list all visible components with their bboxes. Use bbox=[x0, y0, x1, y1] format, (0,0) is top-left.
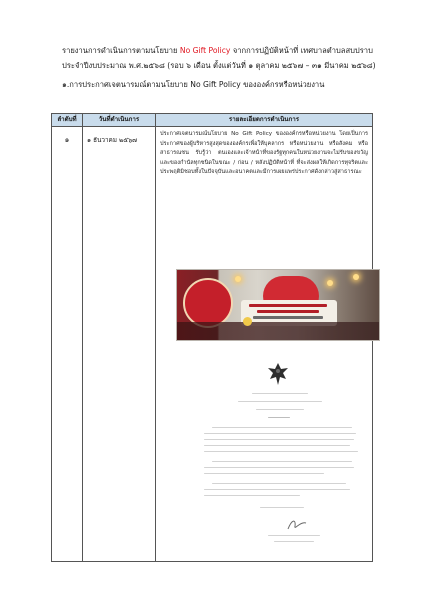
no-gift-poster-image bbox=[176, 269, 380, 341]
scanned-announcement-image bbox=[194, 361, 364, 547]
header-detail: รายละเอียดการดำเนินการ bbox=[156, 114, 373, 127]
heading-prefix: รายงานการดำเนินการตามนโยบาย bbox=[62, 46, 180, 55]
header-no: ลำดับที่ bbox=[52, 114, 83, 127]
row-detail-text: ประกาศเจตนารมณ์นโยบาย No Gift Policy ขององค์กรหรือหน่วยงาน โดยเป็นการประกาศของผู้บริหารสูงสุดขององค์กรเพื่อให้บุคลากร หรือหน่วยงาน หรือสังคม หรือสาธารณชน รับรู้ว่า ตนเองและเจ้าหน้าที่ของรัฐทุกคนในหน่วยงานจะไม่รับของขวัญและของกำนัลทุกชนิดในขณะ / ก่อน / หลังปฏิบัติหน้าที่ ที่จะส่งผลให้เกิดการทุจริตและประพฤติมิชอบทั้งในปัจจุบันและอนาคตและมีการเผยแพร่ประกาศดังกล่าวสู่สาธารณะ bbox=[160, 131, 368, 176]
table-row bbox=[52, 127, 373, 562]
section-subheading: ๑.การประกาศเจตนารมณ์ตามนโยบาย No Gift Policy ขององค์กรหรือหน่วยงาน bbox=[62, 80, 325, 89]
signature-icon bbox=[286, 517, 308, 533]
table-header-row bbox=[52, 114, 373, 127]
row-number: ๑ bbox=[52, 127, 83, 562]
heading-highlight: No Gift Policy bbox=[179, 46, 231, 55]
row-date: ๑ ธันวาคม ๒๕๖๗ bbox=[83, 127, 156, 562]
report-heading bbox=[62, 43, 382, 73]
row-detail-cell bbox=[156, 127, 373, 562]
garuda-emblem-icon bbox=[266, 361, 290, 387]
header-date: วันที่ดำเนินการ bbox=[83, 114, 156, 127]
report-table bbox=[51, 113, 373, 562]
heading-suffix: จากการปฏิบัติหน้าที่ เทศบาลตำบลสบปราบ ประจำปีงบประมาณ พ.ศ.๒๕๖๘ (รอบ ๖ เดือน ตั้งแต่วันที่ ๑ ตุลาคม ๒๕๖๗ – ๓๑ มีนาคม ๒๕๖๘) bbox=[62, 46, 376, 70]
